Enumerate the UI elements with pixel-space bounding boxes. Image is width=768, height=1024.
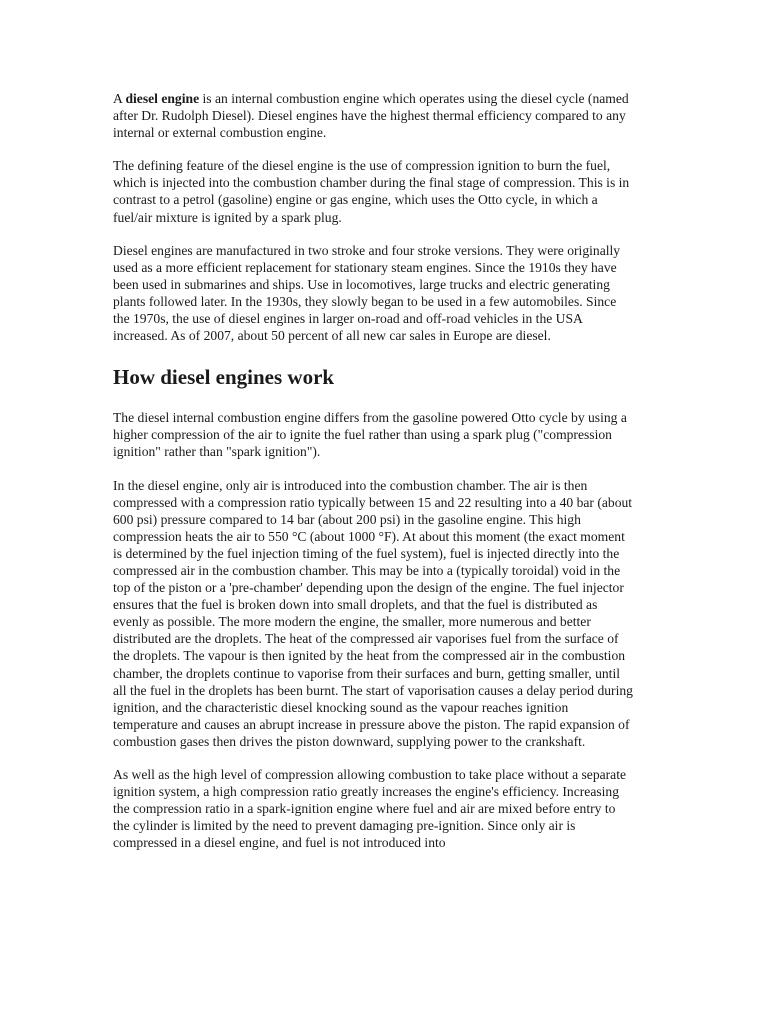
document-page bbox=[113, 90, 635, 867]
paragraph-combustion-process: In the diesel engine, only air is introduced into the combustion chamber. The air is then compressed with a compression ratio typically between 15 and 22 resulting into a 40 bar (about 600 psi) pressure compared to 14 bar (about 200 psi) in the gasoline engine. This high compression heats the air to 550 °C (about 1000 °F). At about this moment (the exact moment is determined by the fuel injection timing of the fuel system), fuel is injected directly into the compressed air in the combustion chamber. This may be into a (typically toroidal) void in the top of the piston or a 'pre-chamber' depending upon the design of the engine. The fuel injector ensures that the fuel is broken down into small droplets, and that the fuel is distributed as evenly as possible. The more modern the engine, the smaller, more numerous and better distributed are the droplets. The heat of the compressed air vaporises fuel from the surface of the droplets. The vapour is then ignited by the heat from the compressed air in the combustion chamber, the droplets continue to vaporise from their surfaces and burn, getting smaller, until all the fuel in the droplets has been burnt. The start of vaporisation causes a delay period during ignition, and the characteristic diesel knocking sound as the vapour reaches ignition temperature and causes an abrupt increase in pressure above the piston. The rapid expansion of combustion gases then drives the piston downward, supplying power to the crankshaft. bbox=[113, 477, 633, 749]
intro-prefix: A bbox=[113, 91, 126, 106]
intro-paragraph bbox=[113, 90, 635, 141]
paragraph-otto-difference: The diesel internal combustion engine differs from the gasoline powered Otto cycle by using a higher compression of the air to ignite the fuel rather than using a spark plug ("compression ignition" rather than "spark ignition"). bbox=[113, 410, 627, 460]
paragraph-compression-efficiency: As well as the high level of compression allowing combustion to take place without a separate ignition system, a high compression ratio greatly increases the engine's efficiency. Increasing the compression ratio in a spark-ignition engine where fuel and air are mixed before entry to the cylinder is limited by the need to prevent damaging pre-ignition. Since only air is compressed in a diesel engine, and fuel is not introduced into bbox=[113, 767, 627, 851]
paragraph-history: Diesel engines are manufactured in two stroke and four stroke versions. They were originally used as a more efficient replacement for stationary steam engines. Since the 1910s they have been used in submarines and ships. Use in locomotives, large trucks and electric generating plants followed later. In the 1930s, they slowly began to be used in a few automobiles. Since the 1970s, the use of diesel engines in larger on-road and off-road vehicles in the USA increased. As of 2007, about 50 percent of all new car sales in Europe are diesel. bbox=[113, 242, 621, 344]
intro-term: diesel engine bbox=[125, 91, 200, 106]
paragraph-compression-ignition: The defining feature of the diesel engine is the use of compression ignition to burn the fuel, which is injected into the combustion chamber during the final stage of compression. This is in contrast to a petrol (gasoline) engine or gas engine, which uses the Otto cycle, in which a fuel/air mixture is ignited by a spark plug. bbox=[113, 158, 630, 225]
section-heading: How diesel engines work bbox=[113, 365, 335, 390]
intro-rest: is an internal combustion engine which operates using the diesel cycle (named after Dr. Rudolph Diesel). Diesel engines have the highest thermal efficiency compared to any internal or external combustion engine. bbox=[113, 91, 629, 141]
